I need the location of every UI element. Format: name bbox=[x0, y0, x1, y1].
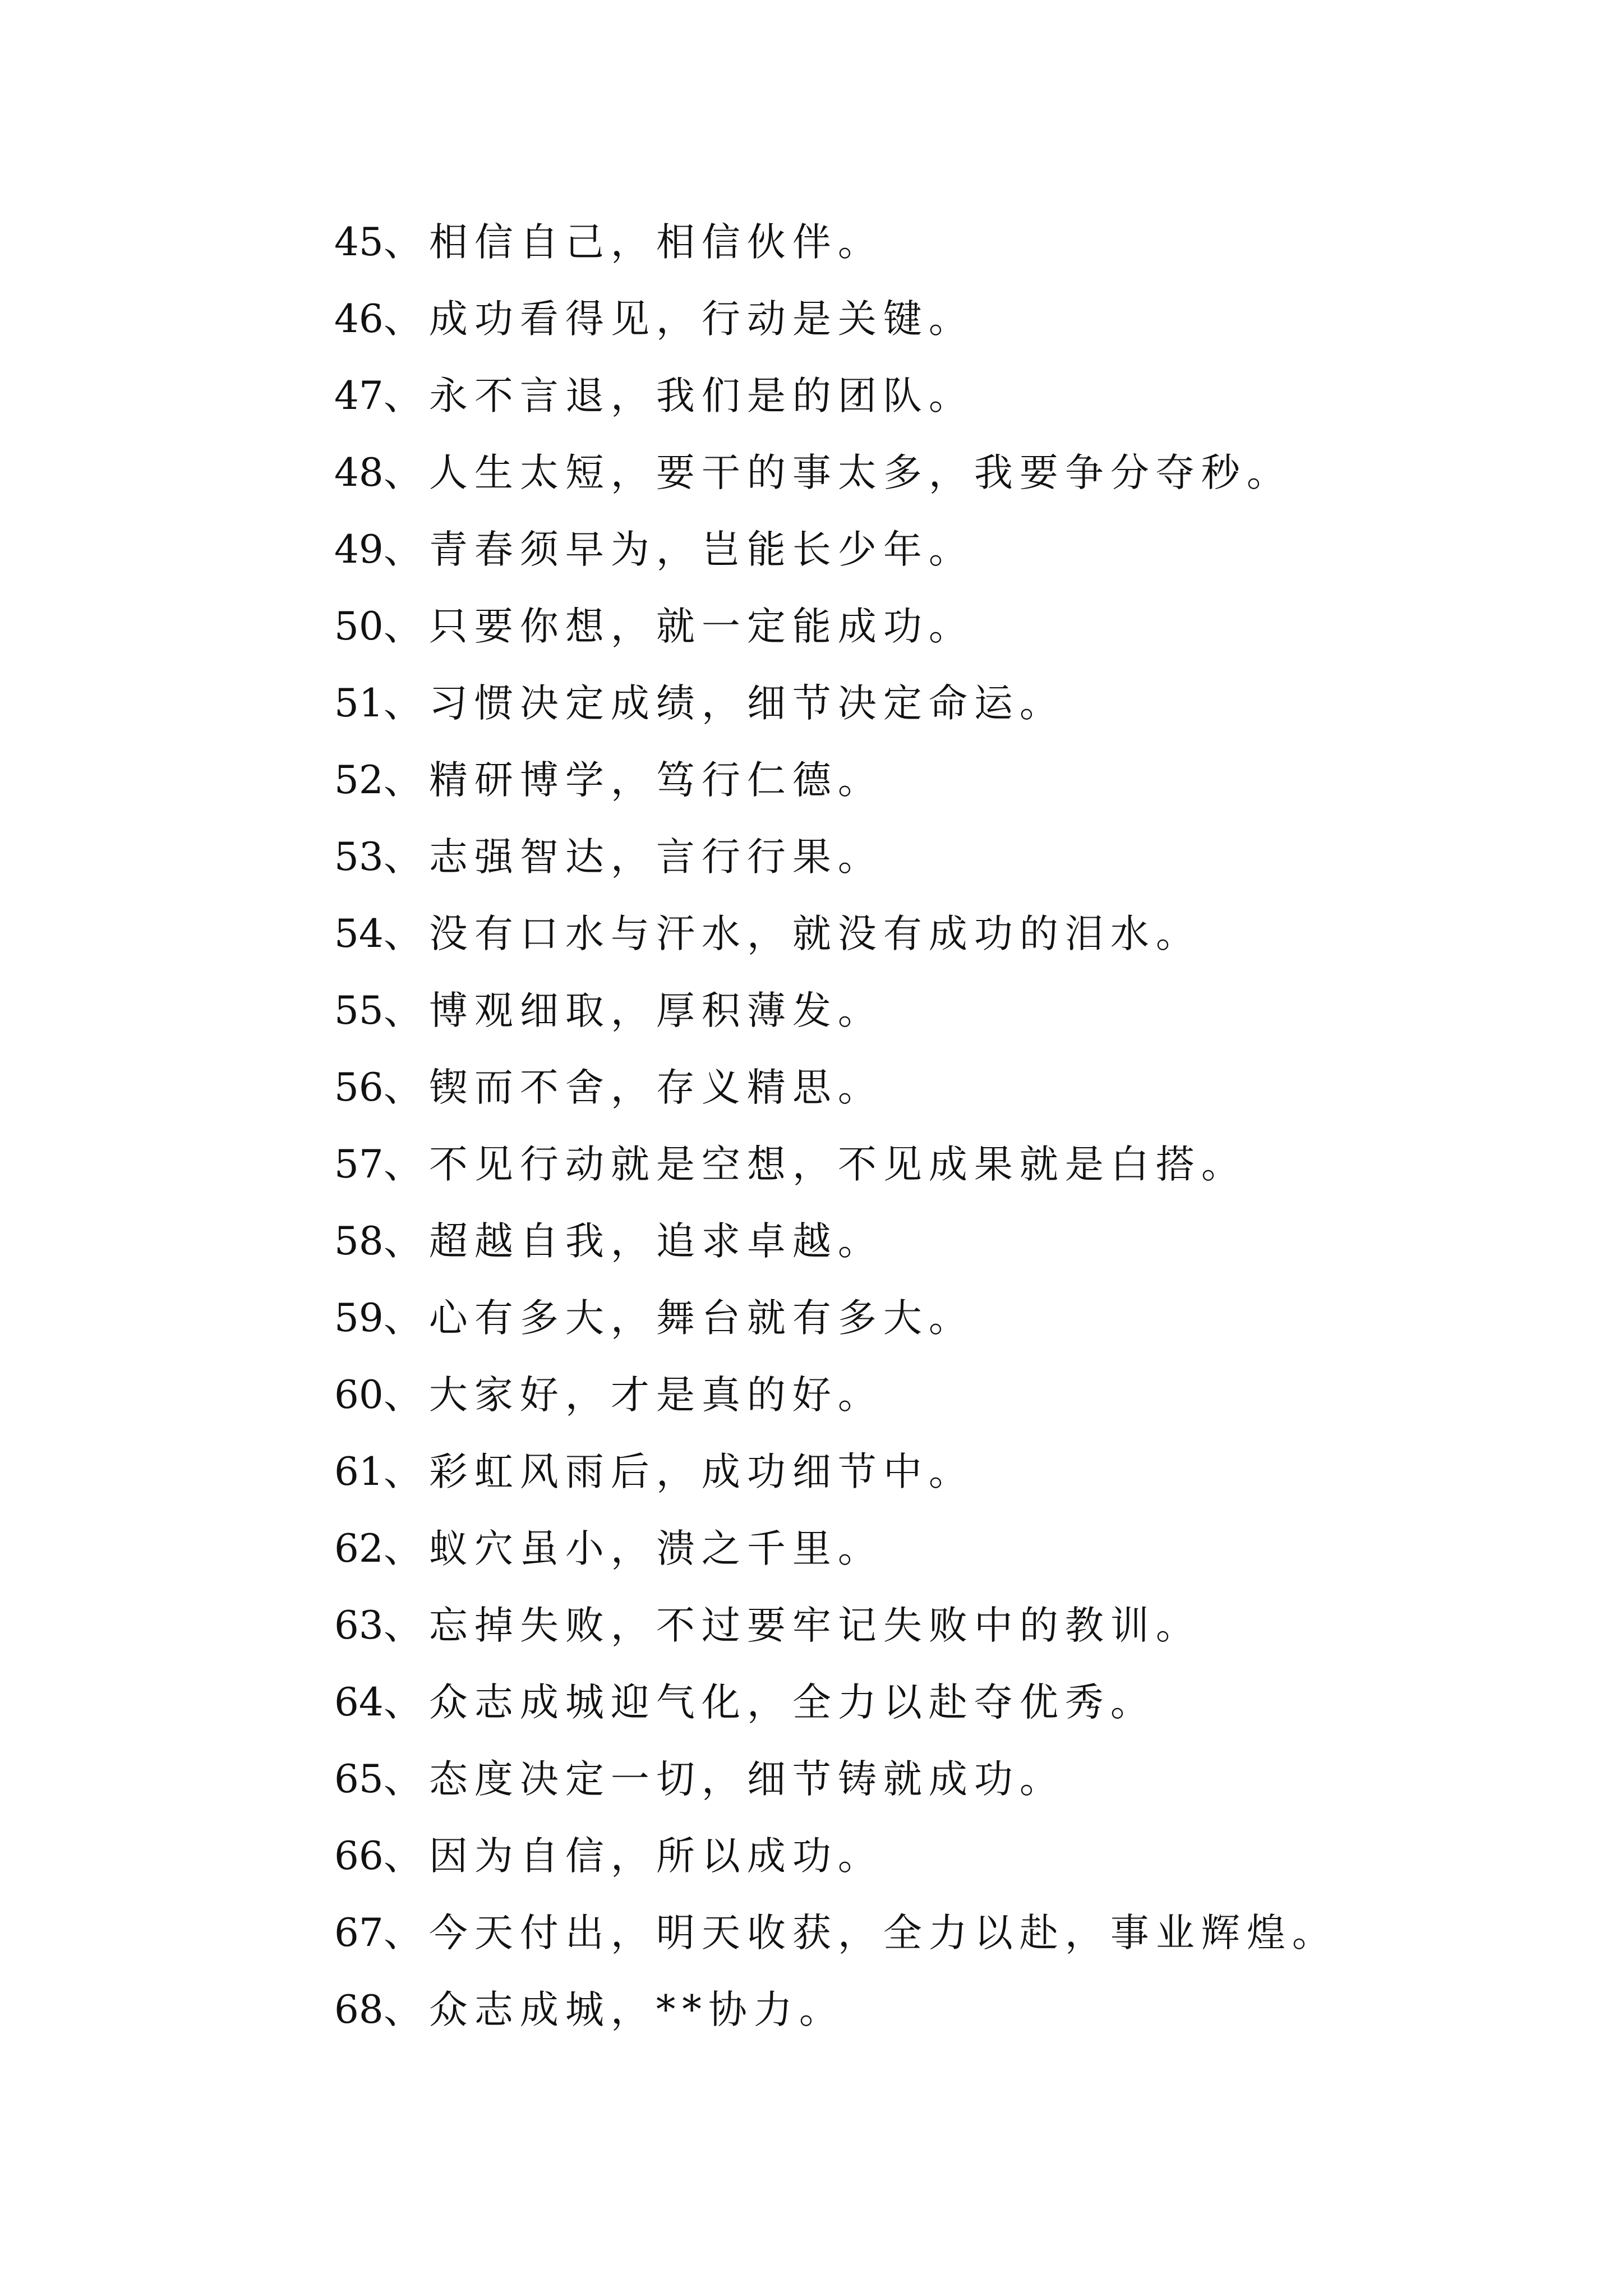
item-number: 56 bbox=[334, 1065, 384, 1110]
item-number: 66 bbox=[334, 1834, 384, 1879]
item-number: 53 bbox=[334, 835, 384, 880]
list-item bbox=[334, 286, 1568, 362]
list-item bbox=[334, 900, 1568, 977]
item-number: 65 bbox=[334, 1757, 384, 1802]
list-item bbox=[334, 1746, 1568, 1823]
item-text: 、锲而不舍，存义精思。 bbox=[383, 1065, 883, 1110]
item-text: 、忘掉失败，不过要牢记失败中的教训。 bbox=[383, 1603, 1201, 1648]
list-item bbox=[334, 1592, 1568, 1669]
item-number: 52 bbox=[334, 758, 384, 803]
list-item bbox=[334, 1438, 1568, 1515]
item-text: 、蚁穴虽小，溃之千里。 bbox=[383, 1526, 883, 1571]
list-item bbox=[334, 516, 1568, 593]
item-text: 、众志成城迎气化，全力以赴夺优秀。 bbox=[383, 1680, 1156, 1725]
item-text: 、习惯决定成绩，细节决定命运。 bbox=[383, 681, 1065, 726]
item-number: 67 bbox=[334, 1911, 384, 1955]
item-text: 、永不言退，我们是的团队。 bbox=[383, 374, 974, 418]
list-item bbox=[334, 1285, 1568, 1361]
item-text: 、相信自己，相信伙伴。 bbox=[383, 220, 883, 265]
item-text: 、只要你想，就一定能成功。 bbox=[383, 604, 974, 649]
item-text: 、众志成城，**协力。 bbox=[383, 1987, 845, 2032]
item-text: 、彩虹风雨后，成功细节中。 bbox=[383, 1450, 974, 1494]
item-number: 58 bbox=[334, 1219, 384, 1264]
item-text: 、没有口水与汗水，就没有成功的泪水。 bbox=[383, 912, 1201, 956]
item-number: 61 bbox=[334, 1450, 384, 1494]
item-number: 64 bbox=[334, 1680, 384, 1725]
list-item bbox=[334, 1976, 1568, 2053]
item-number: 48 bbox=[334, 450, 384, 495]
item-text: 、成功看得见，行动是关键。 bbox=[383, 297, 974, 342]
item-number: 54 bbox=[334, 912, 384, 956]
list-item bbox=[334, 747, 1568, 823]
item-text: 、志强智达，言行行果。 bbox=[383, 835, 883, 880]
item-text: 、心有多大，舞台就有多大。 bbox=[383, 1296, 974, 1341]
list-item bbox=[334, 1669, 1568, 1746]
list-item bbox=[334, 1515, 1568, 1592]
list-item bbox=[334, 362, 1568, 439]
item-number: 63 bbox=[334, 1603, 384, 1648]
list-item bbox=[334, 977, 1568, 1054]
item-text: 、不见行动就是空想，不见成果就是白搭。 bbox=[383, 1142, 1247, 1187]
list-item bbox=[334, 1899, 1568, 1976]
list-item bbox=[334, 670, 1568, 747]
item-number: 50 bbox=[334, 604, 384, 649]
item-number: 57 bbox=[334, 1142, 384, 1187]
item-text: 、因为自信，所以成功。 bbox=[383, 1834, 883, 1879]
list-item bbox=[334, 209, 1568, 286]
item-number: 62 bbox=[334, 1526, 384, 1571]
item-text: 、态度决定一切，细节铸就成功。 bbox=[383, 1757, 1065, 1802]
slogan-list bbox=[334, 209, 1568, 2053]
list-item bbox=[334, 1361, 1568, 1438]
list-item bbox=[334, 823, 1568, 900]
item-text: 、精研博学，笃行仁德。 bbox=[383, 758, 883, 803]
item-number: 47 bbox=[334, 374, 384, 418]
item-text: 、超越自我，追求卓越。 bbox=[383, 1219, 883, 1264]
item-number: 60 bbox=[334, 1373, 384, 1418]
item-number: 59 bbox=[334, 1296, 384, 1341]
list-item bbox=[334, 593, 1568, 670]
item-number: 68 bbox=[334, 1987, 384, 2032]
list-item bbox=[334, 439, 1568, 516]
item-text: 、大家好，才是真的好。 bbox=[383, 1373, 883, 1418]
item-text: 、人生太短，要干的事太多，我要争分夺秒。 bbox=[383, 450, 1292, 495]
item-number: 55 bbox=[334, 988, 384, 1033]
list-item bbox=[334, 1054, 1568, 1131]
item-text: 、博观细取，厚积薄发。 bbox=[383, 988, 883, 1033]
list-item bbox=[334, 1208, 1568, 1285]
item-number: 45 bbox=[334, 220, 384, 265]
item-number: 51 bbox=[334, 681, 384, 726]
item-text: 、今天付出，明天收获，全力以赴，事业辉煌。 bbox=[383, 1911, 1338, 1955]
item-number: 49 bbox=[334, 527, 384, 572]
list-item bbox=[334, 1823, 1568, 1899]
list-item bbox=[334, 1131, 1568, 1208]
item-text: 、青春须早为，岂能长少年。 bbox=[383, 527, 974, 572]
item-number: 46 bbox=[334, 297, 384, 342]
